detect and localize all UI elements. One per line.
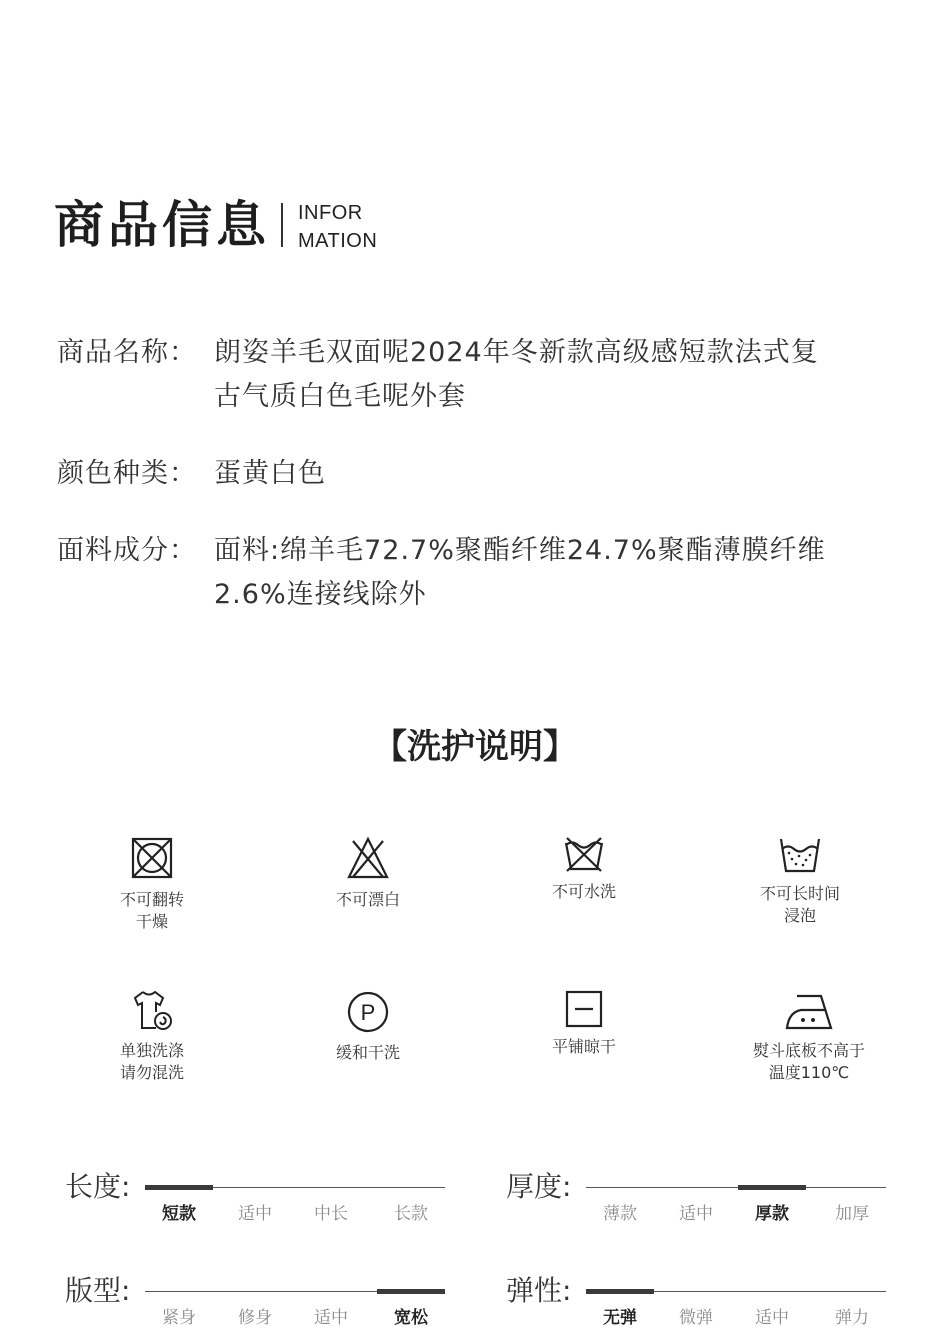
fit-scale-marker: [377, 1289, 445, 1294]
care-heading: 【洗护说明】: [373, 727, 577, 767]
product-name-line1: 朗姿羊毛双面呢2024年冬新款高级感短款法式复: [214, 337, 819, 368]
care-item-no-bleach: [273, 835, 463, 911]
color-label: 颜色种类：: [57, 458, 197, 489]
care-item-iron-medium: [714, 990, 904, 1084]
fabric-value: [214, 529, 904, 617]
care-label: 熨斗底板不高于 温度110℃: [752, 1041, 865, 1082]
thickness-scale-marker: [738, 1185, 806, 1190]
product-name-value: [214, 331, 904, 419]
no-bleach-icon: [345, 835, 391, 881]
title-divider: [281, 203, 283, 247]
elasticity-option: 适中: [755, 1308, 789, 1328]
care-label: 不可长时间 浸泡: [759, 884, 840, 925]
care-item-dry-flat: [489, 990, 679, 1058]
elasticity-option: 弹力: [835, 1308, 869, 1328]
section-title-english: [298, 199, 377, 255]
product-name-label: 商品名称：: [57, 337, 197, 368]
care-label: 缓和干洗: [335, 1043, 400, 1062]
care-label: 不可水洗: [551, 882, 616, 901]
elasticity-scale-marker: [586, 1289, 654, 1294]
care-item-wash-separately: [57, 988, 247, 1084]
length-option: 长款: [394, 1204, 428, 1224]
thickness-option: 加厚: [835, 1204, 869, 1224]
care-label: 不可翻转 干燥: [119, 890, 184, 931]
color-value: 蛋黄白色: [214, 458, 326, 489]
fabric-line1: 面料:绵羊毛72.7%聚酯纤维24.7%聚酯薄膜纤维: [214, 535, 826, 566]
dry-flat-icon: [565, 990, 603, 1028]
fit-option: 修身: [238, 1308, 272, 1328]
thickness-scale-line: [586, 1187, 886, 1188]
length-option: 中长: [314, 1204, 348, 1224]
elasticity-scale-label: 弹性:: [506, 1274, 572, 1307]
fabric-label: 面料成分：: [57, 535, 197, 566]
care-item-no-long-soak: [705, 835, 895, 927]
fabric-line2: 2.6%连接线除外: [214, 579, 427, 610]
fit-option: 宽松: [394, 1308, 428, 1328]
wash-separately-icon: [129, 988, 175, 1032]
care-item-no-tumble-dry: [57, 835, 247, 933]
product-name-line2: 古气质白色毛呢外套: [214, 381, 466, 412]
no-wash-icon: [563, 835, 605, 873]
care-item-no-wash: [489, 835, 679, 903]
iron-medium-icon: [783, 990, 835, 1032]
length-option: 短款: [162, 1204, 196, 1224]
elasticity-option: 微弹: [679, 1308, 713, 1328]
length-scale-label: 长度:: [65, 1170, 131, 1203]
section-title: 商品信息: [54, 196, 270, 254]
title-en-line1: INFOR: [298, 202, 363, 224]
title-en-line2: MATION: [298, 230, 378, 252]
fit-option: 紧身: [162, 1308, 196, 1328]
fit-option: 适中: [314, 1308, 348, 1328]
care-item-gentle-dry-clean: [273, 990, 463, 1064]
thickness-option: 薄款: [603, 1204, 637, 1224]
no-tumble-dry-icon: [129, 835, 175, 881]
fit-scale-label: 版型:: [65, 1274, 131, 1307]
length-option: 适中: [238, 1204, 272, 1224]
care-label: 不可漂白: [335, 890, 400, 909]
elasticity-option: 无弹: [603, 1308, 637, 1328]
length-scale-marker: [145, 1185, 213, 1190]
no-long-soak-icon: [778, 835, 822, 875]
thickness-option: 厚款: [755, 1204, 789, 1224]
thickness-option: 适中: [679, 1204, 713, 1224]
thickness-scale-label: 厚度:: [506, 1170, 572, 1203]
care-label: 平铺晾干: [551, 1037, 616, 1056]
dry-clean-letter: P: [360, 1000, 376, 1025]
care-label: 单独洗涤 请勿混洗: [119, 1041, 184, 1082]
gentle-dry-clean-icon: [346, 990, 390, 1034]
